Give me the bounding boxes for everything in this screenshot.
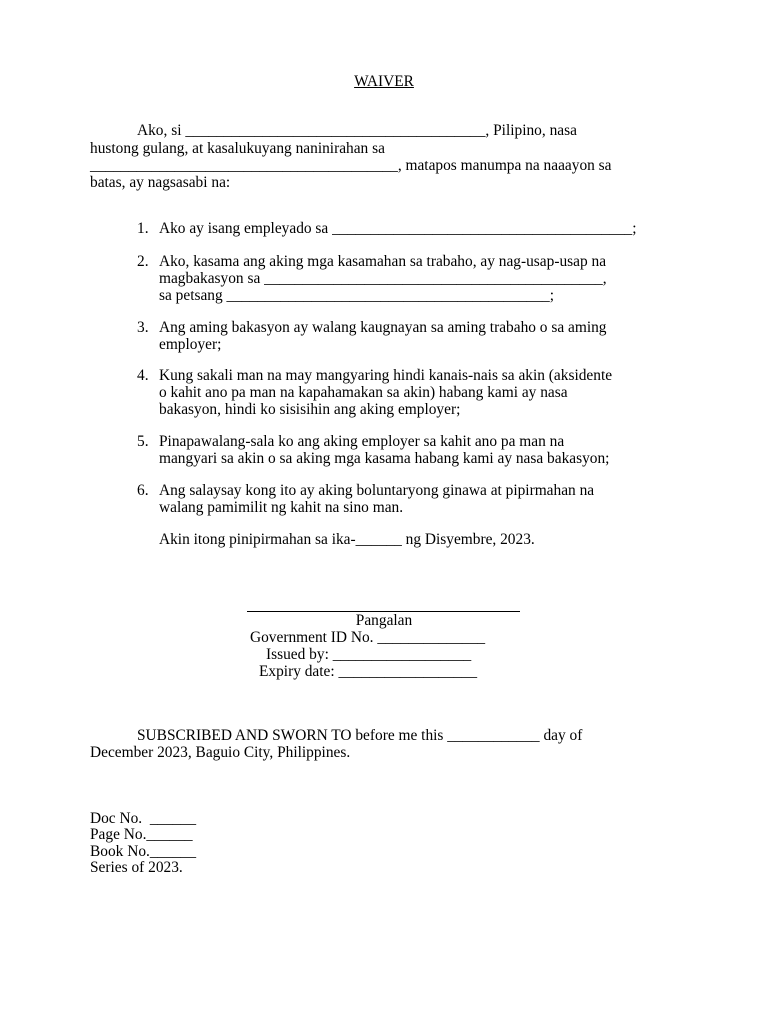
item-3-line-2: employer; [159, 336, 222, 353]
item-2-line-2: magbakasyon sa ____________________________________________, [159, 270, 607, 287]
item-number-2: 2. [137, 253, 149, 270]
signed-date-line: Akin itong pinipirmahan sa ika-______ ng Disyembre, 2023. [159, 531, 535, 548]
item-1-line-1: Ako ay isang empleyado sa _______________________________________; [159, 220, 637, 237]
name-label: Pangalan [355, 612, 413, 629]
item-number-6: 6. [137, 482, 149, 499]
book-no: Book No.______ [90, 843, 197, 860]
subscribed-line-2: December 2023, Baguio City, Philippines. [90, 744, 351, 761]
item-4-line-1: Kung sakali man na may mangyaring hindi kanais-nais sa akin (aksidente [159, 367, 613, 384]
item-6-line-2: walang pamimilit ng kahit na sino man. [159, 499, 404, 516]
item-number-4: 4. [137, 367, 149, 384]
item-5-line-1: Pinapawalang-sala ko ang aking employer sa kahit ano pa man na [159, 433, 565, 450]
intro-line-3: ________________________________________, matapos manumpa na naaayon sa [90, 157, 612, 174]
issued-by-field: Issued by: __________________ [266, 646, 472, 663]
item-number-1: 1. [137, 220, 149, 237]
item-5-line-2: mangyari sa akin o sa aking mga kasama habang kami ay nasa bakasyon; [159, 450, 610, 467]
item-6-line-1: Ang salaysay kong ito ay aking boluntaryong ginawa at pipirmahan na [159, 482, 595, 499]
item-3-line-1: Ang aming bakasyon ay walang kaugnayan sa aming trabaho o sa aming [159, 319, 607, 336]
series: Series of 2023. [90, 859, 183, 876]
item-2-line-3: sa petsang __________________________________________; [159, 287, 555, 304]
page-no: Page No.______ [90, 826, 193, 843]
expiry-date-field: Expiry date: __________________ [259, 663, 478, 680]
doc-no: Doc No. ______ [90, 810, 197, 827]
intro-line-1: Ako, si _______________________________________, Pilipino, nasa [137, 122, 577, 139]
intro-line-4: batas, ay nagsasabi na: [90, 174, 231, 191]
item-number-3: 3. [137, 319, 149, 336]
item-4-line-3: bakasyon, hindi ko sisisihin ang aking employer; [159, 401, 461, 418]
item-4-line-2: o kahit ano pa man na kapahamakan sa akin) habang kami ay nasa [159, 384, 568, 401]
government-id-field: Government ID No. ______________ [250, 629, 486, 646]
intro-line-2: hustong gulang, at kasalukuyang naninirahan sa [90, 140, 385, 157]
item-2-line-1: Ako, kasama ang aking mga kasamahan sa trabaho, ay nag-usap-usap na [159, 253, 607, 270]
document-title: WAIVER [354, 73, 414, 90]
item-number-5: 5. [137, 433, 149, 450]
subscribed-line-1: SUBSCRIBED AND SWORN TO before me this ____________ day of [137, 727, 583, 744]
